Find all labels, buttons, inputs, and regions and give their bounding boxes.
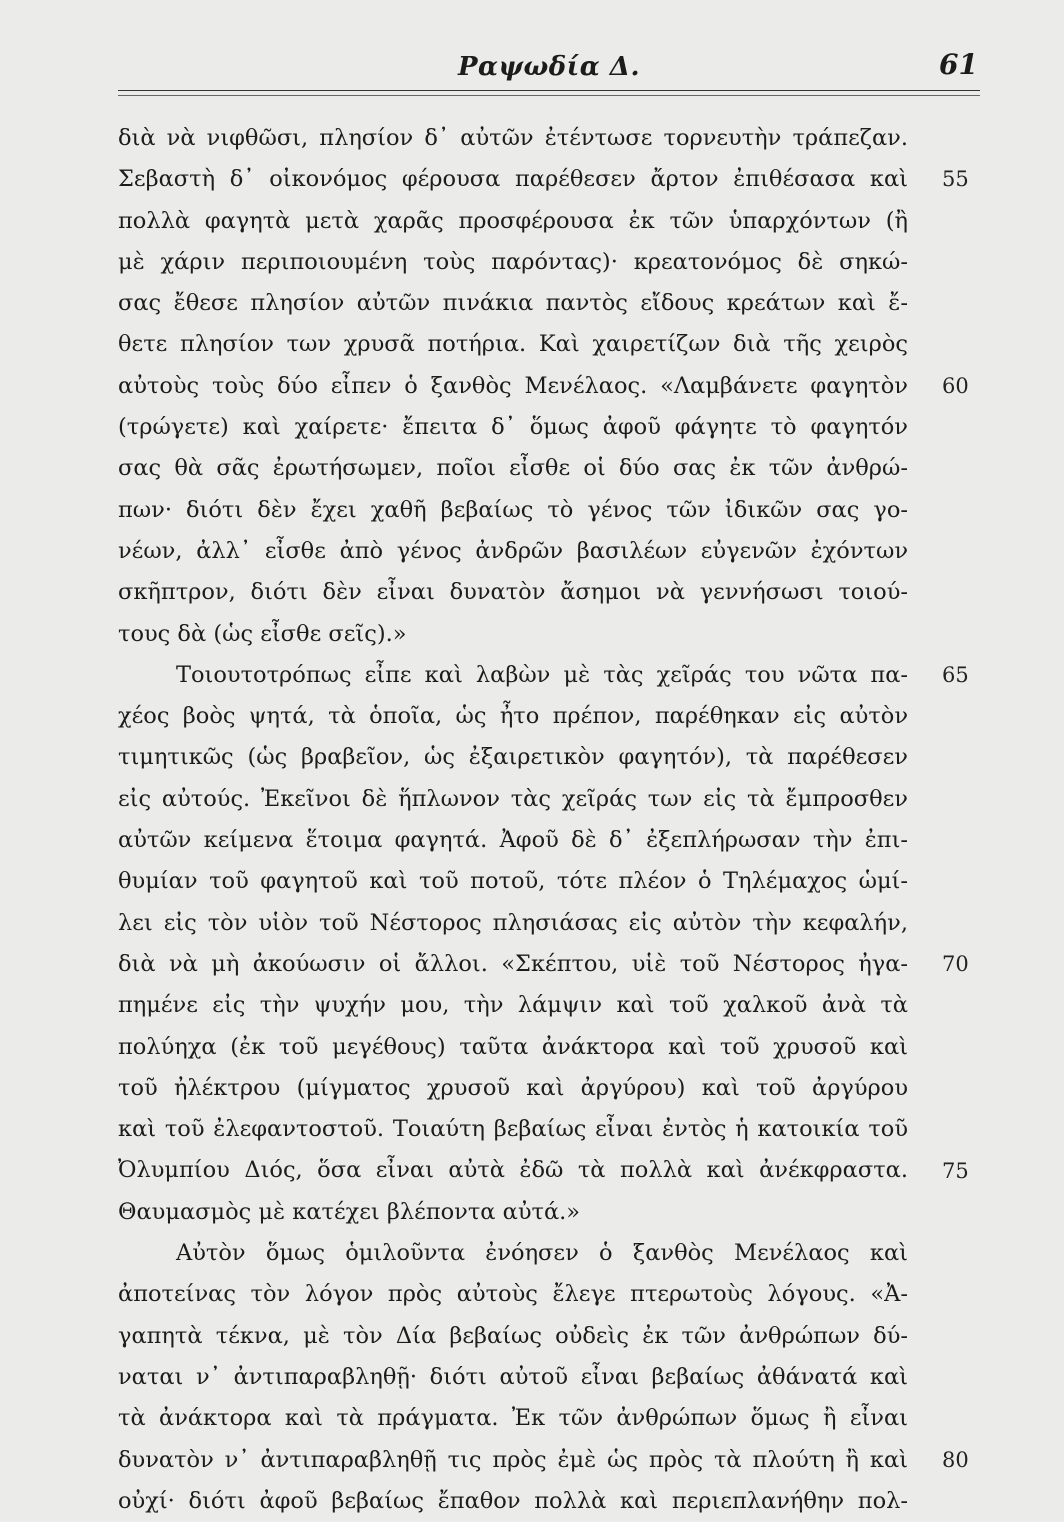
text-line: δυνατὸν ν᾽ ἀντιπαραβληθῇ τις πρὸς ἐμὲ ὡς πρὸς τὰ πλούτη ἢ καὶ — [118, 1446, 908, 1473]
page-number: 61 — [939, 48, 978, 81]
text-line: Σεβαστὴ δ᾽ οἰκονόμος φέρουσα παρέθεσεν ἄρτον ἐπιθέσασα καὶ — [118, 166, 908, 193]
line-number: 70 — [942, 952, 969, 976]
text-line: αὐτῶν κείμενα ἕτοιμα φαγητά. Ἀφοῦ δὲ δ᾽ ἐξεπλήρωσαν τὴν ἐπι- — [118, 827, 908, 854]
text-line: τιμητικῶς (ὡς βραβεῖον, ὡς ἐξαιρετικὸν φαγητόν), τὰ παρέθεσεν — [118, 744, 908, 771]
text-line: πολλὰ φαγητὰ μετὰ χαρᾶς προσφέρουσα ἐκ τῶν ὑπαρχόντων (ἢ — [118, 207, 908, 234]
text-line: θετε πλησίον των χρυσᾶ ποτήρια. Καὶ χαιρετίζων διὰ τῆς χειρὸς — [118, 331, 908, 358]
text-line: ναται ν᾽ ἀντιπαραβληθῇ· διότι αὐτοῦ εἶναι βεβαίως ἀθάνατά καὶ — [118, 1363, 908, 1390]
text-line: ἀποτείνας τὸν λόγον πρὸς αὐτοὺς ἔλεγε πτερωτοὺς λόγους. «Ἀ- — [118, 1281, 908, 1308]
text-line: αὐτοὺς τοὺς δύο εἶπεν ὁ ξανθὸς Μενέλαος. «Λαμβάνετε φαγητὸν — [118, 372, 908, 399]
running-head — [118, 48, 978, 88]
header-rule-thin — [118, 95, 980, 96]
text-line: Τοιουτοτρόπως εἶπε καὶ λαβὼν μὲ τὰς χεῖράς του νῶτα πα- — [176, 661, 908, 688]
text-line: Θαυμασμὸς μὲ κατέχει βλέποντα αὐτά.» — [118, 1198, 581, 1225]
text-line: θυμίαν τοῦ φαγητοῦ καὶ τοῦ ποτοῦ, τότε πλέον ὁ Τηλέμαχος ὡμί- — [118, 868, 908, 895]
text-line: Αὐτὸν ὅμως ὁμιλοῦντα ἐνόησεν ὁ ξανθὸς Μενέλαος καὶ — [176, 1240, 908, 1267]
line-number: 75 — [942, 1158, 969, 1183]
text-line: Ὀλυμπίου Διός, ὅσα εἶναι αὐτὰ ἐδῶ τὰ πολλὰ καὶ ἀνέκφραστα. — [118, 1157, 908, 1184]
text-line: τους δὰ (ὡς εἶσθε σεῖς).» — [118, 620, 407, 647]
text-line: διὰ νὰ μὴ ἀκούωσιν οἱ ἄλλοι. «Σκέπτου, υἱὲ τοῦ Νέστορος ἠγα- — [118, 950, 908, 977]
text-line: σας ἔθεσε πλησίον αὐτῶν πινάκια παντὸς εἴδους κρεάτων καὶ ἔ- — [118, 290, 908, 317]
text-line: πολύηχα (ἐκ τοῦ μεγέθους) ταῦτα ἀνάκτορα καὶ τοῦ χρυσοῦ καὶ — [118, 1033, 908, 1060]
text-line: μὲ χάριν περιποιουμένη τοὺς παρόντας)· κρεατονόμος δὲ σηκώ- — [118, 248, 908, 275]
text-line: (τρώγετε) καὶ χαίρετε· ἔπειτα δ᾽ ὅμως ἀφοῦ φάγητε τὸ φαγητόν — [118, 414, 908, 441]
text-line: διὰ νὰ νιφθῶσι, πλησίον δ᾽ αὐτῶν ἐτέντωσε τορνευτὴν τράπεζαν. — [118, 125, 908, 151]
text-line: πων· διότι δὲν ἔχει χαθῆ βεβαίως τὸ γένος τῶν ἰδικῶν σας γο- — [118, 496, 908, 523]
line-number: 55 — [942, 167, 969, 192]
text-line: πημένε εἰς τὴν ψυχήν μου, τὴν λάμψιν καὶ τοῦ χαλκοῦ ἀνὰ τὰ — [118, 992, 908, 1019]
text-line: γαπητὰ τέκνα, μὲ τὸν Δία βεβαίως οὐδεὶς ἐκ τῶν ἀνθρώπων δύ- — [118, 1322, 908, 1349]
text-line: χέος βοὸς ψητά, τὰ ὁποῖα, ὡς ἦτο πρέπον, παρέθηκαν εἰς αὐτὸν — [118, 703, 908, 730]
line-number: 65 — [942, 662, 969, 687]
body-text — [118, 118, 908, 1522]
text-line: οὐχί· διότι ἀφοῦ βεβαίως ἔπαθον πολλὰ καὶ περιεπλανήθην πολ- — [118, 1487, 908, 1514]
text-line: λει εἰς τὸν υἱὸν τοῦ Νέστορος πλησιάσας εἰς αὐτὸν τὴν κεφαλήν, — [118, 909, 908, 936]
text-line: καὶ τοῦ ἐλεφαντοστοῦ. Τοιαύτη βεβαίως εἶναι ἐντὸς ἡ κατοικία τοῦ — [118, 1116, 908, 1143]
header-rule — [118, 90, 980, 91]
text-line: εἰς αὐτούς. Ἐκεῖνοι δὲ ἥπλωνον τὰς χεῖράς των εἰς τὰ ἔμπροσθεν — [118, 785, 908, 812]
text-line: τὰ ἀνάκτορα καὶ τὰ πράγματα. Ἐκ τῶν ἀνθρώπων ὅμως ἢ εἶναι — [118, 1405, 908, 1432]
line-number: 60 — [942, 373, 969, 398]
text-line: σκῆπτρον, διότι δὲν εἶναι δυνατὸν ἄσημοι νὰ γεννήσωσι τοιού- — [118, 579, 908, 606]
text-line: νέων, ἀλλ᾽ εἶσθε ἀπὸ γένος ἀνδρῶν βασιλέων εὐγενῶν ἐχόντων — [118, 537, 908, 564]
text-line: σας θὰ σᾶς ἐρωτήσωμεν, ποῖοι εἶσθε οἱ δύο σας ἐκ τῶν ἀνθρώ- — [118, 455, 908, 482]
text-line: τοῦ ἠλέκτρου (μίγματος χρυσοῦ καὶ ἀργύρου) καὶ τοῦ ἀργύρου — [118, 1074, 908, 1101]
line-number: 80 — [942, 1447, 969, 1472]
running-title: Ραψωδία Δ. — [458, 52, 640, 82]
